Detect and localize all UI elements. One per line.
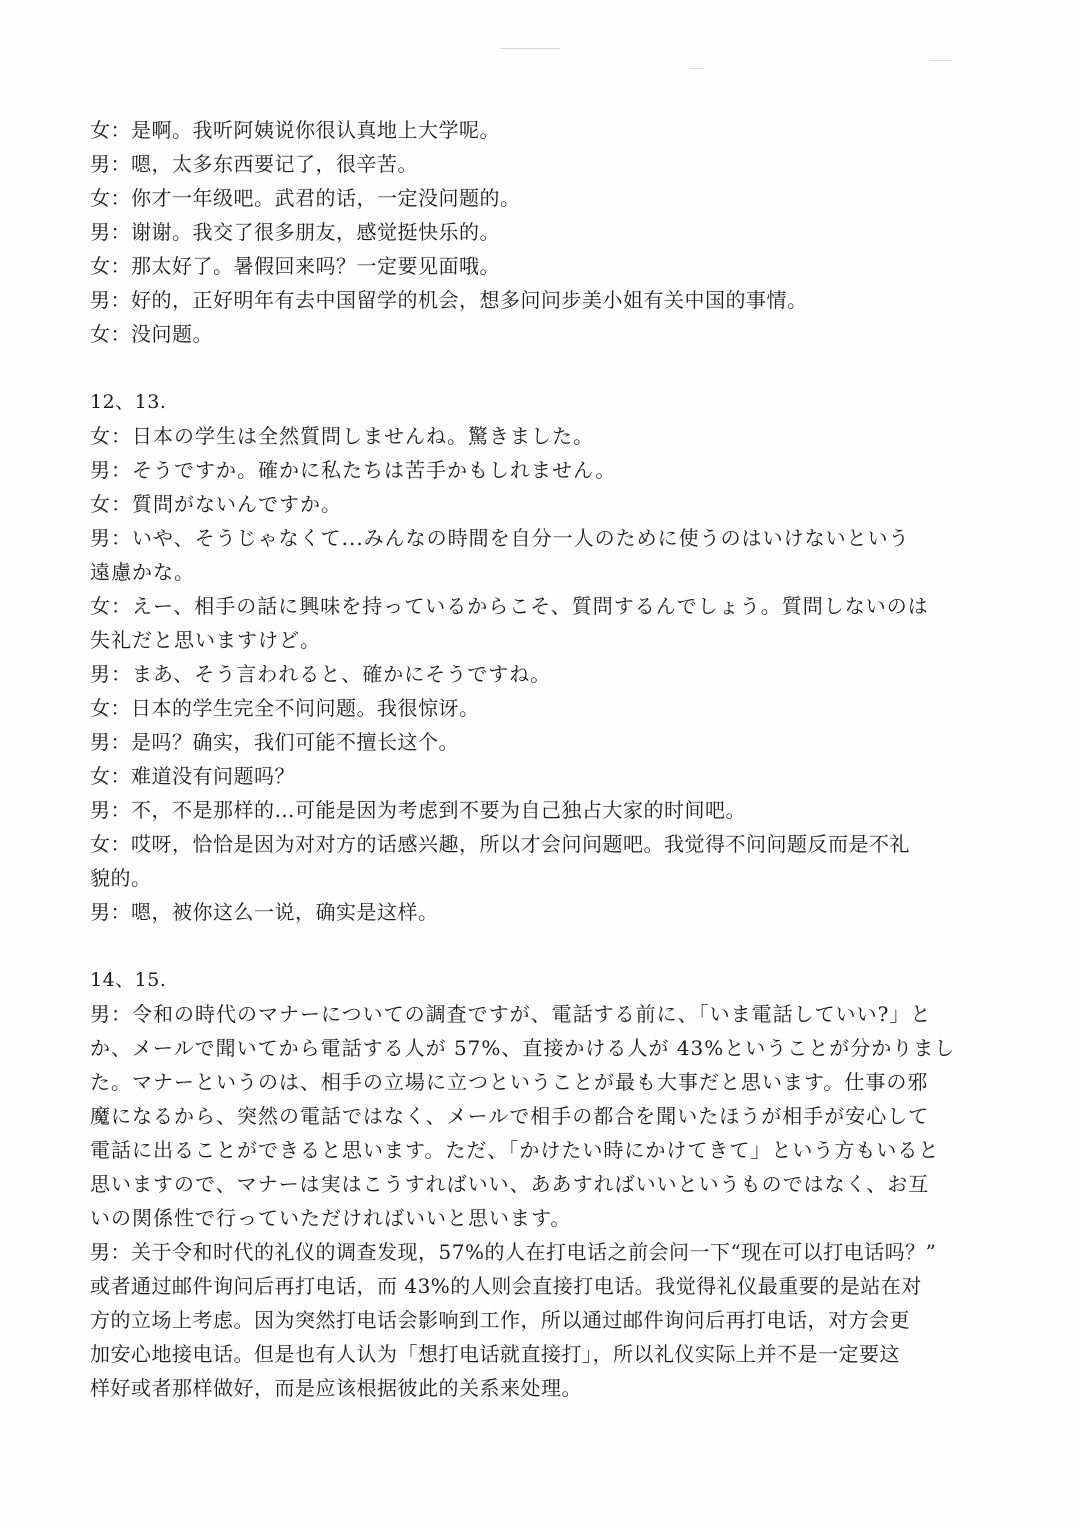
dialogue-line — [90, 453, 970, 487]
dialogue-line — [90, 249, 970, 283]
speaker-label: 女： — [90, 186, 131, 210]
dialogue-text: 電話に出ることができると思います。ただ、「かけたい時にかけてきて」という方もいると — [90, 1138, 940, 1162]
dialogue-text: 魔になるから、突然の電話ではなく、メールで相手の都合を聞いたほうが相手が安心して — [90, 1104, 930, 1128]
speaker-label: 男： — [90, 220, 131, 244]
speaker-label: 男： — [90, 662, 132, 686]
document-content — [90, 113, 970, 1439]
dialogue-line — [90, 521, 970, 555]
speaker-label: 男： — [90, 526, 132, 550]
dialogue-lines — [90, 997, 970, 1405]
speaker-label: 男： — [90, 900, 131, 924]
section-12-13 — [90, 385, 970, 929]
dialogue-text: 遠慮かな。 — [90, 560, 195, 584]
dialogue-text: 没问题。 — [131, 322, 213, 346]
dialogue-line — [90, 113, 970, 147]
dialogue-line-continuation — [90, 1133, 970, 1167]
dialogue-line-continuation — [90, 861, 970, 895]
dialogue-line — [90, 589, 970, 623]
speaker-label: 女： — [90, 832, 131, 856]
dialogue-line-continuation — [90, 1031, 970, 1065]
dialogue-text: 是啊。我听阿姨说你很认真地上大学呢。 — [131, 118, 500, 142]
dialogue-line — [90, 657, 970, 691]
speaker-label: 女： — [90, 424, 132, 448]
dialogue-line-continuation — [90, 555, 970, 589]
dialogue-line — [90, 759, 970, 793]
dialogue-line — [90, 181, 970, 215]
dialogue-line — [90, 283, 970, 317]
dialogue-text: 难道没有问题吗？ — [131, 764, 295, 788]
dialogue-text: 好的，正好明年有去中国留学的机会，想多问问步美小姐有关中国的事情。 — [131, 288, 808, 312]
dialogue-text: 嗯，被你这么一说，确实是这样。 — [131, 900, 439, 924]
dialogue-text: 加安心地接电话。但是也有人认为「想打电话就直接打」，所以礼仪实际上并不是一定要这 — [90, 1342, 900, 1366]
speaker-label: 女： — [90, 764, 131, 788]
dialogue-line — [90, 691, 970, 725]
dialogue-text: 谢谢。我交了很多朋友，感觉挺快乐的。 — [131, 220, 500, 244]
dialogue-line-continuation — [90, 1269, 970, 1303]
dialogue-line — [90, 895, 970, 929]
dialogue-text: 令和の時代のマナーについての調査ですが、電話する前に、「いま電話していい?」と — [132, 1002, 932, 1026]
section-number: 12、13. — [90, 391, 167, 413]
dialogue-text: いや、そうじゃなくて...みんなの時間を自分一人のために使うのはいけないという — [132, 526, 910, 550]
dialogue-line-continuation — [90, 1337, 970, 1371]
dialogue-text: 貌的。 — [90, 866, 152, 890]
speaker-label: 男： — [90, 1002, 132, 1026]
dialogue-text: 哎呀，恰恰是因为对对方的话感兴趣，所以才会问问题吧。我觉得不问问题反而是不礼 — [131, 832, 910, 856]
speaker-label: 女： — [90, 254, 131, 278]
dialogue-text: 或者通过邮件询问后再打电话，而 43%的人则会直接打电话。我觉得礼仪最重要的是站在对 — [90, 1274, 922, 1298]
section-14-15 — [90, 963, 970, 1405]
dialogue-line — [90, 1235, 970, 1269]
dialogue-line — [90, 725, 970, 759]
dialogue-text: 日本の学生は全然質問しませんね。驚きました。 — [132, 424, 594, 448]
speaker-label: 女： — [90, 492, 132, 516]
dialogue-text: 思いますので、マナーは実はこうすればいい、ああすればいいというものではなく、お互 — [90, 1172, 930, 1196]
dialogue-line-continuation — [90, 1065, 970, 1099]
dialogue-text: そうですか。確かに私たちは苦手かもしれません。 — [132, 458, 617, 482]
dialogue-line-continuation — [90, 1167, 970, 1201]
dialogue-line — [90, 317, 970, 351]
dialogue-text: 失礼だと思いますけど。 — [90, 628, 321, 652]
dialogue-line-continuation — [90, 1201, 970, 1235]
dialogue-line — [90, 827, 970, 861]
dialogue-line — [90, 487, 970, 521]
dialogue-text: 样好或者那样做好，而是应该根据彼此的关系来处理。 — [90, 1376, 582, 1400]
dialogue-text: 質問がないんですか。 — [132, 492, 342, 516]
dialogue-line — [90, 147, 970, 181]
speaker-label: 女： — [90, 696, 131, 720]
dialogue-text: まあ、そう言われると、確かにそうですね。 — [132, 662, 552, 686]
dialogue-line-continuation — [90, 1371, 970, 1405]
dialogue-text: か、メールで聞いてから電話する人が 57%、直接かける人が 43%ということが分かりまし — [90, 1036, 956, 1060]
dialogue-line — [90, 793, 970, 827]
dialogue-text: いの関係性で行っていただければいいと思います。 — [90, 1206, 572, 1230]
scan-artifact — [690, 68, 704, 69]
dialogue-line — [90, 419, 970, 453]
dialogue-text: 嗯，太多东西要记了，很辛苦。 — [131, 152, 418, 176]
speaker-label: 女： — [90, 594, 132, 618]
dialogue-text: 日本的学生完全不问问题。我很惊讶。 — [131, 696, 480, 720]
scan-artifact — [930, 60, 952, 61]
speaker-label: 男： — [90, 798, 131, 822]
speaker-label: 男： — [90, 730, 131, 754]
scan-artifact — [500, 48, 560, 49]
dialogue-text: 不，不是那样的…可能是因为考虑到不要为自己独占大家的时间吧。 — [131, 798, 746, 822]
intro-dialogue-section — [90, 113, 970, 351]
dialogue-text: 那太好了。暑假回来吗？一定要见面哦。 — [131, 254, 500, 278]
speaker-label: 男： — [90, 152, 131, 176]
dialogue-text: えー、相手の話に興味を持っているからこそ、質問するんでしょう。質問しないのは — [132, 594, 929, 618]
section-number: 14、15. — [90, 969, 167, 991]
speaker-label: 女： — [90, 118, 131, 142]
dialogue-lines — [90, 419, 970, 929]
dialogue-line-continuation — [90, 1303, 970, 1337]
speaker-label: 男： — [90, 458, 132, 482]
dialogue-text: 方的立场上考虑。因为突然打电话会影响到工作，所以通过邮件询问后再打电话，对方会更 — [90, 1308, 910, 1332]
dialogue-text: 是吗？确实，我们可能不擅长这个。 — [131, 730, 459, 754]
dialogue-text: 关于令和时代的礼仪的调查发现，57%的人在打电话之前会问一下“现在可以打电话吗？” — [131, 1240, 937, 1264]
speaker-label: 男： — [90, 288, 131, 312]
dialogue-line-continuation — [90, 623, 970, 657]
dialogue-line — [90, 997, 970, 1031]
speaker-label: 男： — [90, 1240, 131, 1264]
dialogue-line-continuation — [90, 1099, 970, 1133]
speaker-label: 女： — [90, 322, 131, 346]
dialogue-text: た。マナーというのは、相手の立場に立つということが最も大事だと思います。仕事の邪 — [90, 1070, 929, 1094]
dialogue-text: 你才一年级吧。武君的话，一定没问题的。 — [131, 186, 521, 210]
dialogue-line — [90, 215, 970, 249]
